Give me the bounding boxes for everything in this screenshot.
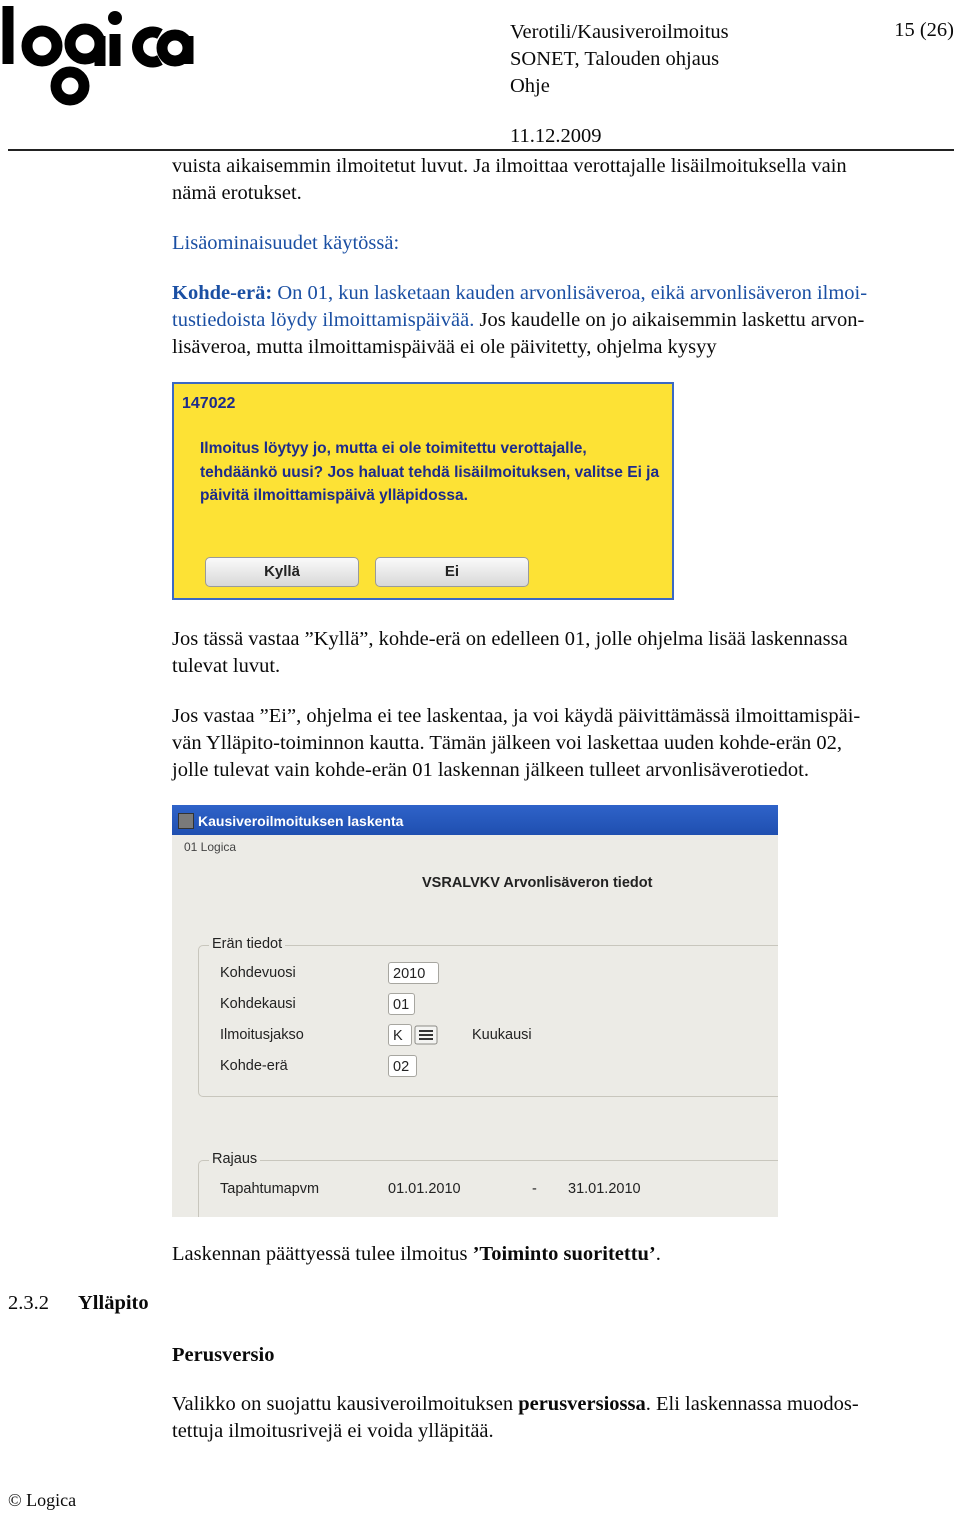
- paragraph-kylla-line2: tulevat luvut.: [172, 655, 281, 677]
- dialog-no-button[interactable]: Ei: [375, 557, 529, 587]
- range-separator: -: [532, 1181, 537, 1197]
- kohdevuosi-field[interactable]: 2010: [388, 962, 439, 984]
- ilmoitusjakso-description: Kuukausi: [472, 1027, 532, 1043]
- kohde-paragraph-line3: lisäveroa, mutta ilmoittamispäivää ei ole päivitetty, ohjelma kysyy: [172, 336, 717, 358]
- paragraph-intro-line2: nämä erotukset.: [172, 182, 302, 204]
- window-title: Kausiveroilmoituksen laskenta: [198, 813, 404, 829]
- dialog-title: 147022: [182, 395, 236, 412]
- header-divider: [8, 149, 954, 151]
- paragraph-last-prefix: Valikko on suojattu kausiveroilmoituksen: [172, 1393, 519, 1415]
- paragraph-ei-line2: vän Ylläpito-toiminnon kautta. Tämän jälkeen voi laskettaa uuden kohde-erän 02,: [172, 732, 843, 754]
- group-eran-tiedot-title: Erän tiedot: [209, 936, 285, 952]
- paragraph-intro-line1: vuista aikaisemmin ilmoitetut luvut. Ja ilmoittaa verottajalle lisäilmoituksella vain: [172, 155, 847, 177]
- kohde-paragraph-line1: [172, 280, 958, 307]
- dialog-yes-button[interactable]: Kyllä: [205, 557, 359, 587]
- list-icon[interactable]: [414, 1025, 438, 1045]
- logica-logo: [0, 4, 196, 108]
- paragraph-last-line2: tettuja ilmoitusrivejä ei voida ylläpitää.: [172, 1420, 494, 1442]
- paragraph-end-prefix: Laskennan päättyessä tulee ilmoitus: [172, 1243, 473, 1265]
- header-doc-title: Verotili/Kausiveroilmoitus: [510, 21, 729, 43]
- window-app-icon: [178, 813, 194, 829]
- paragraph-last-bold: perusversiossa: [518, 1393, 646, 1415]
- window-subtitle: 01 Logica: [184, 840, 237, 854]
- kohde-label: Kohde-erä:: [172, 282, 273, 304]
- perusversio-heading: Perusversio: [172, 1344, 275, 1366]
- dialog-titlebar: [174, 384, 672, 424]
- calculation-window: [172, 805, 778, 1217]
- kohdekausi-field[interactable]: 01: [388, 993, 415, 1015]
- confirm-dialog: [172, 382, 674, 600]
- section-number: 2.3.2: [8, 1292, 49, 1314]
- field-label-ilmoitusjakso: Ilmoitusjakso: [220, 1027, 304, 1043]
- page-number: 15 (26): [894, 19, 954, 41]
- paragraph-ei-line3: jolle tulevat vain kohde-erän 01 laskennan jälkeen tulleet arvonlisäverotiedot.: [172, 759, 809, 781]
- kohde-line2-blue: tustiedoista löydy ilmoittamispäivää.: [172, 309, 475, 331]
- field-label-kohde-era: Kohde-erä: [220, 1058, 288, 1074]
- range-to-value[interactable]: 31.01.2010: [568, 1181, 641, 1197]
- paragraph-last-line1: [172, 1391, 958, 1418]
- kohde-line1-text: On 01, kun lasketaan kauden arvonlisäveroa, eikä arvonlisäveron ilmoi-: [272, 282, 868, 304]
- paragraph-ei-line1: Jos vastaa ”Ei”, ohjelma ei tee laskentaa, ja voi käydä päivittämässä ilmoittamispäi-: [172, 705, 861, 727]
- header-doc-type: Ohje: [510, 75, 550, 97]
- ilmoitusjakso-field[interactable]: K: [388, 1024, 412, 1046]
- footer-copyright: © Logica: [8, 1490, 77, 1510]
- paragraph-end-suffix: .: [655, 1243, 661, 1265]
- group-rajaus-title: Rajaus: [209, 1151, 260, 1167]
- kohde-era-field[interactable]: 02: [388, 1055, 417, 1077]
- range-from-value[interactable]: 01.01.2010: [388, 1181, 461, 1197]
- header-org: SONET, Talouden ohjaus: [510, 48, 720, 70]
- field-label-kohdekausi: Kohdekausi: [220, 996, 296, 1012]
- header-date: 11.12.2009: [510, 125, 602, 147]
- kohde-paragraph-line2: [172, 307, 958, 334]
- paragraph-last-suffix: . Eli laskennassa muodos-: [645, 1393, 859, 1415]
- section-title: Ylläpito: [78, 1292, 149, 1314]
- kohde-line2-text: Jos kaudelle on jo aikaisemmin laskettu arvon-: [474, 309, 865, 331]
- paragraph-end-bold: ’Toiminto suoritettu’: [472, 1243, 656, 1265]
- paragraph-end: [172, 1241, 958, 1268]
- field-label-tapahtumapvm: Tapahtumapvm: [220, 1181, 320, 1197]
- form-heading: VSRALVKV Arvonlisäveron tiedot: [422, 875, 653, 891]
- dialog-message: Ilmoitus löytyy jo, mutta ei ole toimitettu verottajalle, tehdäänkö uusi? Jos haluat tehdä lisäilmoituksen, valitse Ei ja päivitä ilmoittamispäivä ylläpidossa.: [200, 440, 660, 504]
- field-label-kohdevuosi: Kohdevuosi: [220, 965, 296, 981]
- features-heading: Lisäominaisuudet käytössä:: [172, 232, 400, 254]
- paragraph-kylla-line1: Jos tässä vastaa ”Kyllä”, kohde-erä on edelleen 01, jolle ohjelma lisää laskennassa: [172, 628, 848, 650]
